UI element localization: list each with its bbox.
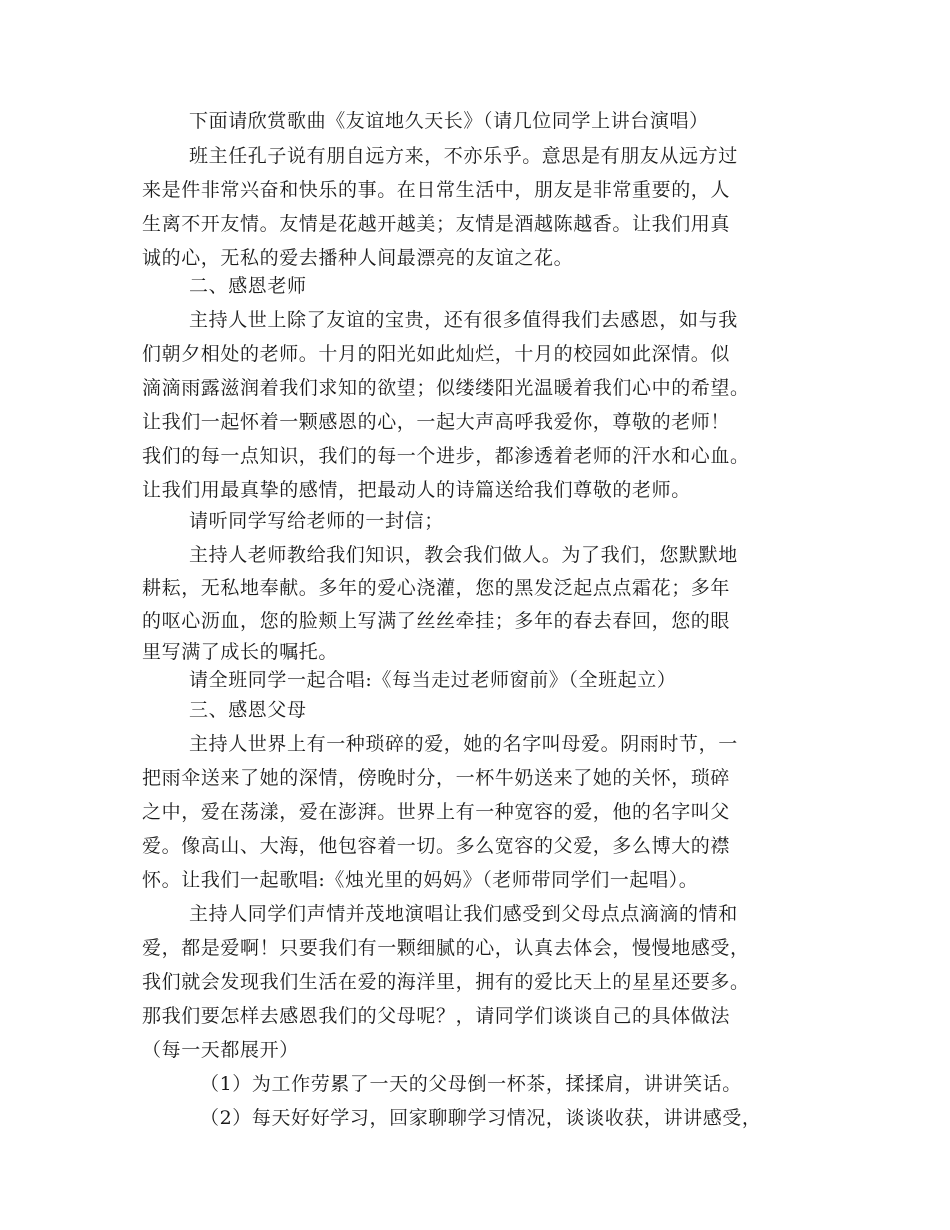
paragraph-line: 诚的心，无私的爱去播种人间最漂亮的友谊之花。 [142, 247, 574, 269]
paragraph-line: 我们就会发现我们生活在爱的海洋里，拥有的爱比天上的星星还要多。 [142, 971, 750, 993]
paragraph-line: 主持人世上除了友谊的宝贵，还有很多值得我们去感恩，如与我 [189, 309, 738, 331]
paragraph-line: 怀。让我们一起歌唱:《烛光里的妈妈》（老师带同学们一起唱）。 [142, 869, 699, 891]
paragraph-line: 主持人老师教给我们知识，教会我们做人。为了我们，您默默地 [189, 544, 738, 566]
paragraph-line: 让我们用最真挚的感情，把最动人的诗篇送给我们尊敬的老师。 [142, 479, 691, 501]
list-item: （1）为工作劳累了一天的父母倒一杯茶，揉揉肩，讲讲笑话。 [200, 1073, 742, 1095]
paragraph-line: 爱。像高山、大海，他包容着一切。多么宽容的父爱，多么博大的襟 [142, 835, 731, 857]
paragraph-line: 主持人同学们声情并茂地演唱让我们感受到父母点点滴滴的情和 [189, 903, 738, 925]
section-heading: 二、感恩老师 [189, 275, 307, 297]
paragraph-line: 那我们要怎样去感恩我们的父母呢？，请同学们谈谈自己的具体做法 [142, 1005, 731, 1027]
paragraph-line: 之中，爱在荡漾，爱在澎湃。世界上有一种宽容的爱，他的名字叫父 [142, 801, 731, 823]
paragraph-line: 耕耘，无私地奉献。多年的爱心浇灌，您的黑发泛起点点霜花；多年 [142, 577, 731, 599]
list-item: （2）每天好好学习，回家聊聊学习情况，谈谈收获，讲讲感受， [200, 1107, 762, 1129]
paragraph-line: 请听同学写给老师的一封信； [189, 510, 444, 532]
paragraph-line: 来是件非常兴奋和快乐的事。在日常生活中，朋友是非常重要的，人 [142, 179, 731, 201]
paragraph-line: 爱，都是爱啊！只要我们有一颗细腻的心，认真去体会，慢慢地感受， [142, 937, 750, 959]
paragraph-line: 生离不开友情。友情是花越开越美；友情是酒越陈越香。让我们用真 [142, 213, 731, 235]
paragraph-line: 班主任孔子说有朋自远方来，不亦乐乎。意思是有朋友从远方过 [189, 145, 738, 167]
paragraph-line: 滴滴雨露滋润着我们求知的欲望；似缕缕阳光温暖着我们心中的希望。 [142, 377, 750, 399]
section-heading: 三、感恩父母 [189, 699, 307, 721]
paragraph-line: （每一天都展开） [142, 1039, 299, 1061]
paragraph-line: 里写满了成长的嘱托。 [142, 641, 339, 663]
paragraph-line: 们朝夕相处的老师。十月的阳光如此灿烂，十月的校园如此深情。似 [142, 343, 731, 365]
paragraph-line: 我们的每一点知识，我们的每一个进步，都渗透着老师的汗水和心血。 [142, 445, 750, 467]
paragraph-line: 把雨伞送来了她的深情，傍晚时分，一杯牛奶送来了她的关怀，琐碎 [142, 767, 731, 789]
paragraph-line: 让我们一起怀着一颗感恩的心，一起大声高呼我爱你，尊敬的老师！ [142, 411, 731, 433]
paragraph-line: 下面请欣赏歌曲《友谊地久天长》（请几位同学上讲台演唱） [189, 110, 709, 132]
paragraph-line: 主持人世界上有一种琐碎的爱，她的名字叫母爱。阴雨时节，一 [189, 733, 738, 755]
paragraph-line: 请全班同学一起合唱:《每当走过老师窗前》（全班起立） [189, 669, 677, 691]
paragraph-line: 的呕心沥血，您的脸颊上写满了丝丝牵挂；多年的春去春回，您的眼 [142, 610, 731, 632]
